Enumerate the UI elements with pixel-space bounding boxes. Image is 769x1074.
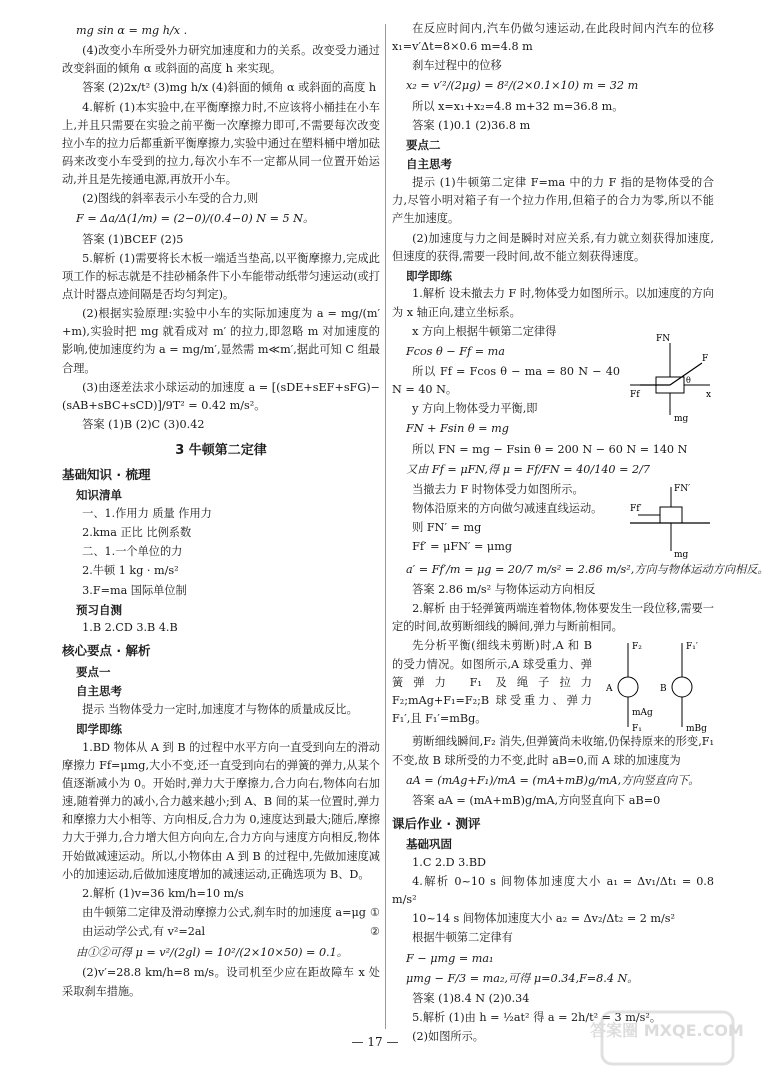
paragraph: x 方向上根据牛顿第二定律得 (412, 324, 557, 338)
equation-line: FN + Fsin θ = mg (406, 422, 509, 436)
subsection-heading: 预习自测 (76, 602, 122, 617)
equation-line: aA = (mAg+F₁)/mA = (mA+mB)g/mA,方向竖直向下。 (406, 773, 700, 787)
equation-number: ② (369, 925, 380, 939)
a-label: A (606, 684, 613, 695)
right-column (392, 20, 769, 1047)
force-diagram-2 (626, 481, 714, 559)
numbered-equation (62, 923, 380, 942)
paragraph: 提示 (1)牛顿第二定律 F=ma 中的力 F 指的是物体受的合力,尽管小明对箱子有一个拉力作用,但箱子的合力为零,所以不能产生加速度。 (392, 176, 714, 226)
paragraph: 刹车过程中的位移 (412, 59, 502, 73)
list-item: 一、1.作用力 质量 作用力 (82, 507, 212, 521)
paragraph: 2.解析 (1)v=36 km/h=10 m/s (82, 886, 244, 900)
equation-line: 由①②可得 μ = v²/(2gl) = 10²/(2×10×50) = 0.1。 (76, 946, 348, 960)
x-axis-label: x (706, 389, 712, 400)
section-heading: 基础知识 · 梳理 (62, 467, 151, 483)
paragraph: (2)v′=28.8 km/h=8 m/s。设司机至少应在距故障车 x 处采取刹车措施。 (62, 966, 380, 998)
paragraph: (2)加速度与力之间是瞬时对应关系,有力就立刻获得加速度,但速度的获得,需要一段时间,故不能立刻获得速度。 (392, 231, 714, 263)
paragraph: 根据牛顿第二定律有 (412, 931, 513, 945)
answer-line: 答案 (1)0.1 (2)36.8 m (412, 118, 531, 132)
paragraph: 当撤去力 F 时物体受力如图所示。 (412, 482, 584, 496)
paragraph: 1.BD 物体从 A 到 B 的过程中水平方向一直受到向左的滑动摩擦力 Ff=μmg,大小不变,还一直受到向右的弹簧的弹力,从某个值逐渐减小为 0。开始时,弹力大于摩擦力,合力向右,物体向右加速,随着弹力的减小,合力越来越小;到 A、B 间的某一位置时,弹力和摩擦力大小相等、方向相反,合力为 0,速度达到最大;随后,摩擦力大于弹力,合力增大但方向向左,合力方向与速度方向相反,物体开始做减速运动。所以,小物体由 A 到 B 的过程中,先做加速度减小的加速运动,后做加速度增加的减速运动,正确选项为 B、D。 (62, 740, 380, 881)
ff-label: Ff (630, 389, 640, 400)
subsection-heading: 自主思考 (406, 157, 452, 172)
paragraph: 由牛顿第二定律及滑动摩擦力公式,刹车时的加速度 a=μg (82, 906, 366, 920)
paragraph: 1.解析 设未撤去力 F 时,物体受力如图所示。以加速度的方向为 x 轴正向,建立坐标系。 (392, 287, 714, 319)
section-heading: 核心要点 · 解析 (62, 643, 151, 659)
subsection-heading: 要点二 (406, 137, 441, 152)
equation-number: ① (369, 906, 380, 920)
list-item: 2.牛顿 1 kg · m/s² (82, 564, 179, 578)
paragraph: 则 FN′ = mg (412, 521, 482, 535)
force-diagram-1 (626, 323, 714, 423)
paragraph: 提示 当物体受力一定时,加速度才与物体的质量成反比。 (82, 702, 358, 716)
list-item: 2.kma 正比 比例系数 (82, 526, 192, 540)
spring-diagram (598, 637, 714, 733)
f-label: F (702, 353, 709, 364)
fn2-label: FN′ (674, 483, 691, 494)
paragraph: (2)图线的斜率表示小车受的合力,则 (82, 192, 259, 206)
f1p-label: F₁′ (686, 642, 698, 653)
chapter-title: 3 牛顿第二定律 (175, 443, 267, 459)
text-block (392, 323, 620, 441)
list-item: 1.C 2.D 3.BD (412, 855, 487, 869)
theta-label: θ (686, 375, 691, 385)
figure-row-2 (392, 481, 714, 559)
paragraph: Ff′ = μFN′ = μmg (412, 540, 512, 554)
f1-label: F₁ (632, 724, 642, 735)
paragraph: 剪断细线瞬间,F₂ 消失,但弹簧尚未收缩,仍保持原来的形变,F₁ 不变,故 B 球所受的力不变,此时 aB=0,而 A 球的加速度为 (392, 735, 714, 767)
text-block (392, 481, 620, 558)
b-label: B (660, 684, 667, 695)
figure-row-3 (392, 637, 714, 733)
paragraph: 所以 FN = mg − Fsin θ = 200 N − 60 N = 140 N (412, 442, 688, 456)
figure-row-1 (392, 323, 714, 441)
paragraph: 4.解析 0~10 s 间物体加速度大小 a₁ = Δv₁/Δt₁ = 0.8 m/s² (392, 874, 714, 907)
paragraph: 5.解析 (1)需要将长木板一端适当垫高,以平衡摩擦力,完成此项工作的标志就是不挂砂桶条件下小车能带动纸带匀速运动(或打点计时器点迹间隔是否均匀判定)。 (62, 251, 380, 301)
paragraph: 在反应时间内,汽车仍做匀速运动,在此段时间内汽车的位移 x₁=v′Δt=8×0.6 m=4.8 m (392, 22, 714, 54)
list-item: 二、1.一个单位的力 (82, 545, 183, 559)
mag-label: mAg (632, 708, 653, 719)
page-number: — 17 — (351, 1035, 399, 1049)
equation-line: F = Δa/Δ(1/m) = (2−0)/(0.4−0) N = 5 N。 (76, 212, 315, 226)
subsection-heading: 即学即练 (76, 722, 122, 737)
mg-label: mg (674, 413, 689, 424)
numbered-equation (62, 904, 380, 923)
equation-line: x₂ = v′²/(2μg) = 8²/(2×0.1×10) m = 32 m (406, 79, 639, 93)
paragraph: 由运动学公式,有 v²=2al (82, 925, 206, 939)
paragraph: 2.解析 由于轻弹簧两端连着物体,物体要发生一段位移,需要一定的时间,故剪断细线的瞬间,弹力与断前相同。 (392, 602, 714, 634)
f2-label: F₂ (632, 642, 642, 653)
answer-line: 答案 (2)2x/t² (3)mg h/x (4)斜面的倾角 α 或斜面的高度 h (82, 81, 377, 95)
answer-line: 答案 aA = (mA+mB)g/mA,方向竖直向下 aB=0 (412, 793, 661, 807)
equation-line: a′ = Ff′/m = μg = 20/7 m/s² = 2.86 m/s²,方向与物体运动方向相反。 (406, 562, 769, 576)
subsection-heading: 要点一 (76, 664, 111, 679)
mbg-label: mBg (686, 724, 707, 735)
answer-line: 答案 (1)B (2)C (3)0.42 (82, 417, 205, 431)
subsection-heading: 自主思考 (76, 684, 122, 699)
equation-line: F − μmg = ma₁ (406, 951, 494, 965)
answer-line: 答案 (1)BCEF (2)5 (82, 232, 184, 246)
paragraph: y 方向上物体受力平衡,即 (412, 402, 538, 416)
paragraph: 先分析平衡(细线未剪断)时,A 和 B 的受力情况。如图所示,A 球受重力、弹簧弹力 F₁ 及绳子拉力 F₂;mAg+F₁=F₂;B 球受重力、弹力 F₁′,且 F₁′=mBg。 (392, 639, 592, 725)
fn-label: FN (656, 333, 671, 344)
mg2-label: mg (674, 549, 689, 560)
watermark-logo (590, 1010, 744, 1066)
left-column (62, 20, 380, 1002)
paragraph: 所以 Ff = Fcos θ − ma = 80 N − 40 N = 40 N。 (392, 364, 620, 397)
list-item: 3.F=ma 国际单位制 (82, 583, 187, 597)
paragraph: (4)改变小车所受外力研究加速度和力的关系。改变受力通过改变斜面的倾角 α 或斜面的高度 h 来实现。 (62, 44, 380, 76)
subsection-heading: 知识清单 (76, 488, 122, 503)
section-heading: 课后作业 · 测评 (392, 815, 481, 831)
paragraph: (2)根据实验原理:实验中小车的实际加速度为 a = mg/(m′+m),实验时把 mg 就看成对 m′ 的拉力,即忽略 m 对加速度的影响,使加速度约为 a = mg/m′,显然需 m≪m′,据此可知 C 组最合理。 (62, 307, 380, 375)
paragraph: 物体沿原来的方向做匀减速直线运动。 (412, 501, 603, 515)
watermark-text: 答案圈 MXQE.COM (590, 1021, 744, 1040)
column-divider (385, 24, 386, 1029)
subsection-heading: 即学即练 (406, 268, 452, 283)
paragraph: 5.解析 (1)由 h = ½at² 得 a = 2h/t² = 3 m/s²。 (412, 1010, 662, 1024)
paragraph: 4.解析 (1)本实验中,在平衡摩擦力时,不应该将小桶挂在小车上,并且只需要在实验之前平衡一次摩擦力即可,不需要每次改变拉小车的拉力后都重新平衡摩擦力,实验中通过在塑料桶中增加砝码来改变小车受到的拉力,每次小车不一定都从同一位置开始运动,并且是先接通电源,再放开小车。 (62, 100, 380, 187)
list-item: 1.B 2.CD 3.B 4.B (82, 621, 178, 635)
paragraph: 所以 x=x₁+x₂=4.8 m+32 m=36.8 m。 (412, 99, 624, 113)
paragraph: (2)如图所示。 (412, 1030, 484, 1044)
ff2-label: Ff′ (630, 503, 642, 514)
equation-line: μmg − F/3 = ma₂,可得 μ=0.34,F=8.4 N。 (406, 971, 639, 985)
subsection-heading: 基础巩固 (406, 837, 452, 852)
paragraph: (3)由逐差法求小球运动的加速度 a = [(sDE+sEF+sFG)−(sAB+sBC+sCD)]/9T² = 0.42 m/s²。 (62, 380, 380, 412)
equation-line: Fcos θ − Ff = ma (406, 344, 505, 358)
text-block (392, 637, 592, 729)
equation-line: mg sin α = mg h/x . (76, 24, 188, 37)
equation-line: 又由 Ff = μFN,得 μ = Ff/FN = 40/140 = 2/7 (406, 462, 651, 476)
answer-line: 答案 2.86 m/s² 与物体运动方向相反 (412, 582, 596, 596)
paragraph: 10~14 s 间物体加速度大小 a₂ = Δv₂/Δt₂ = 2 m/s² (412, 912, 676, 926)
answer-line: 答案 (1)8.4 N (2)0.34 (412, 991, 530, 1005)
